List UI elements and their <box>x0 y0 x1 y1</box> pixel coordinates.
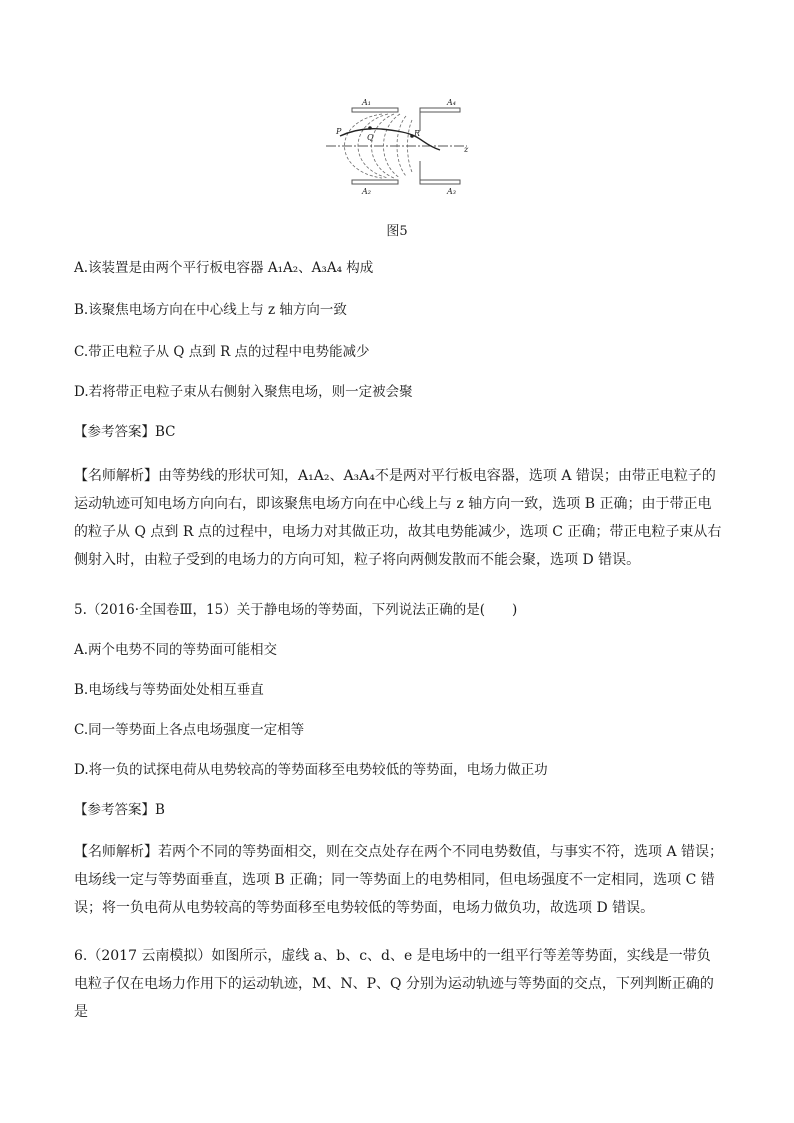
q4-option-a: A.该装置是由两个平行板电容器 A₁A₂、A₃A₄ 构成 <box>74 260 374 276</box>
label-a2: A₂ <box>362 187 371 196</box>
label-r: R <box>414 129 421 138</box>
label-z: z <box>464 145 469 154</box>
q5-option-b: B.电场线与等势面处处相互垂直 <box>74 682 264 698</box>
label-q: Q <box>367 133 374 142</box>
q5-stem: 5.（2016·全国卷Ⅲ，15）关于静电场的等势面，下列说法正确的是( ) <box>74 602 518 618</box>
q4-option-d: D.若将带正电粒子束从右侧射入聚焦电场，则一定被会聚 <box>74 384 413 400</box>
q5-option-c: C.同一等势面上各点电场强度一定相等 <box>74 722 305 738</box>
q5-answer: 【参考答案】B <box>74 802 165 818</box>
q4-answer: 【参考答案】BC <box>74 424 176 440</box>
q5-analysis: 【名师解析】若两个不同的等势面相交，则在交点处存在两个不同电势数值，与事实不符，选项 A 错误；电场线一定与等势面垂直，选项 B 正确；同一等势面上的电势相同，但电场强度不一定相同，选项 C 错误；将一负电荷从电势较高的等势面移至电势较低的等势面，电场力做负功，故选项 D 错误。 <box>74 844 724 916</box>
label-a1: A₁ <box>362 98 371 107</box>
label-a3: A₃ <box>447 187 456 196</box>
figure-5-diagram <box>322 96 474 196</box>
q6-stem: 6.（2017 云南模拟）如图所示，虚线 a、b、c、d、e 是电场中的一组平行等差等势面，实线是一带负电粒子仅在电场力作用下的运动轨迹，M、N、P、Q 分别为运动轨迹与等势面的交点，下列判断正确的是 <box>74 948 714 1020</box>
label-p: P <box>336 127 342 136</box>
figure-caption: 图5 <box>386 224 408 239</box>
q5-option-a: A.两个电势不同的等势面可能相交 <box>74 642 278 658</box>
label-a4: A₄ <box>447 98 456 107</box>
q4-option-c: C.带正电粒子从 Q 点到 R 点的过程中电势能减少 <box>74 344 370 360</box>
q4-option-b: B.该聚焦电场方向在中心线上与 z 轴方向一致 <box>74 302 347 318</box>
q5-option-d: D.将一负的试探电荷从电势较高的等势面移至电势较低的等势面，电场力做正功 <box>74 762 548 778</box>
q4-analysis: 【名师解析】由等势线的形状可知，A₁A₂、A₃A₄不是两对平行板电容器，选项 A 错误；由带正电粒子的运动轨迹可知电场方向向右，即该聚焦电场方向在中心线上与 z 轴方向一致，选项 B 正确；由于带正电的粒子从 Q 点到 R 点的过程中，电场力对其做正功，故其电势能减少，选项 C 正确；带正电粒子束从右侧射入时，由粒子受到的电场力的方向可知，粒子将向两侧发散而不能会聚，选项 D 错误。 <box>74 468 722 568</box>
